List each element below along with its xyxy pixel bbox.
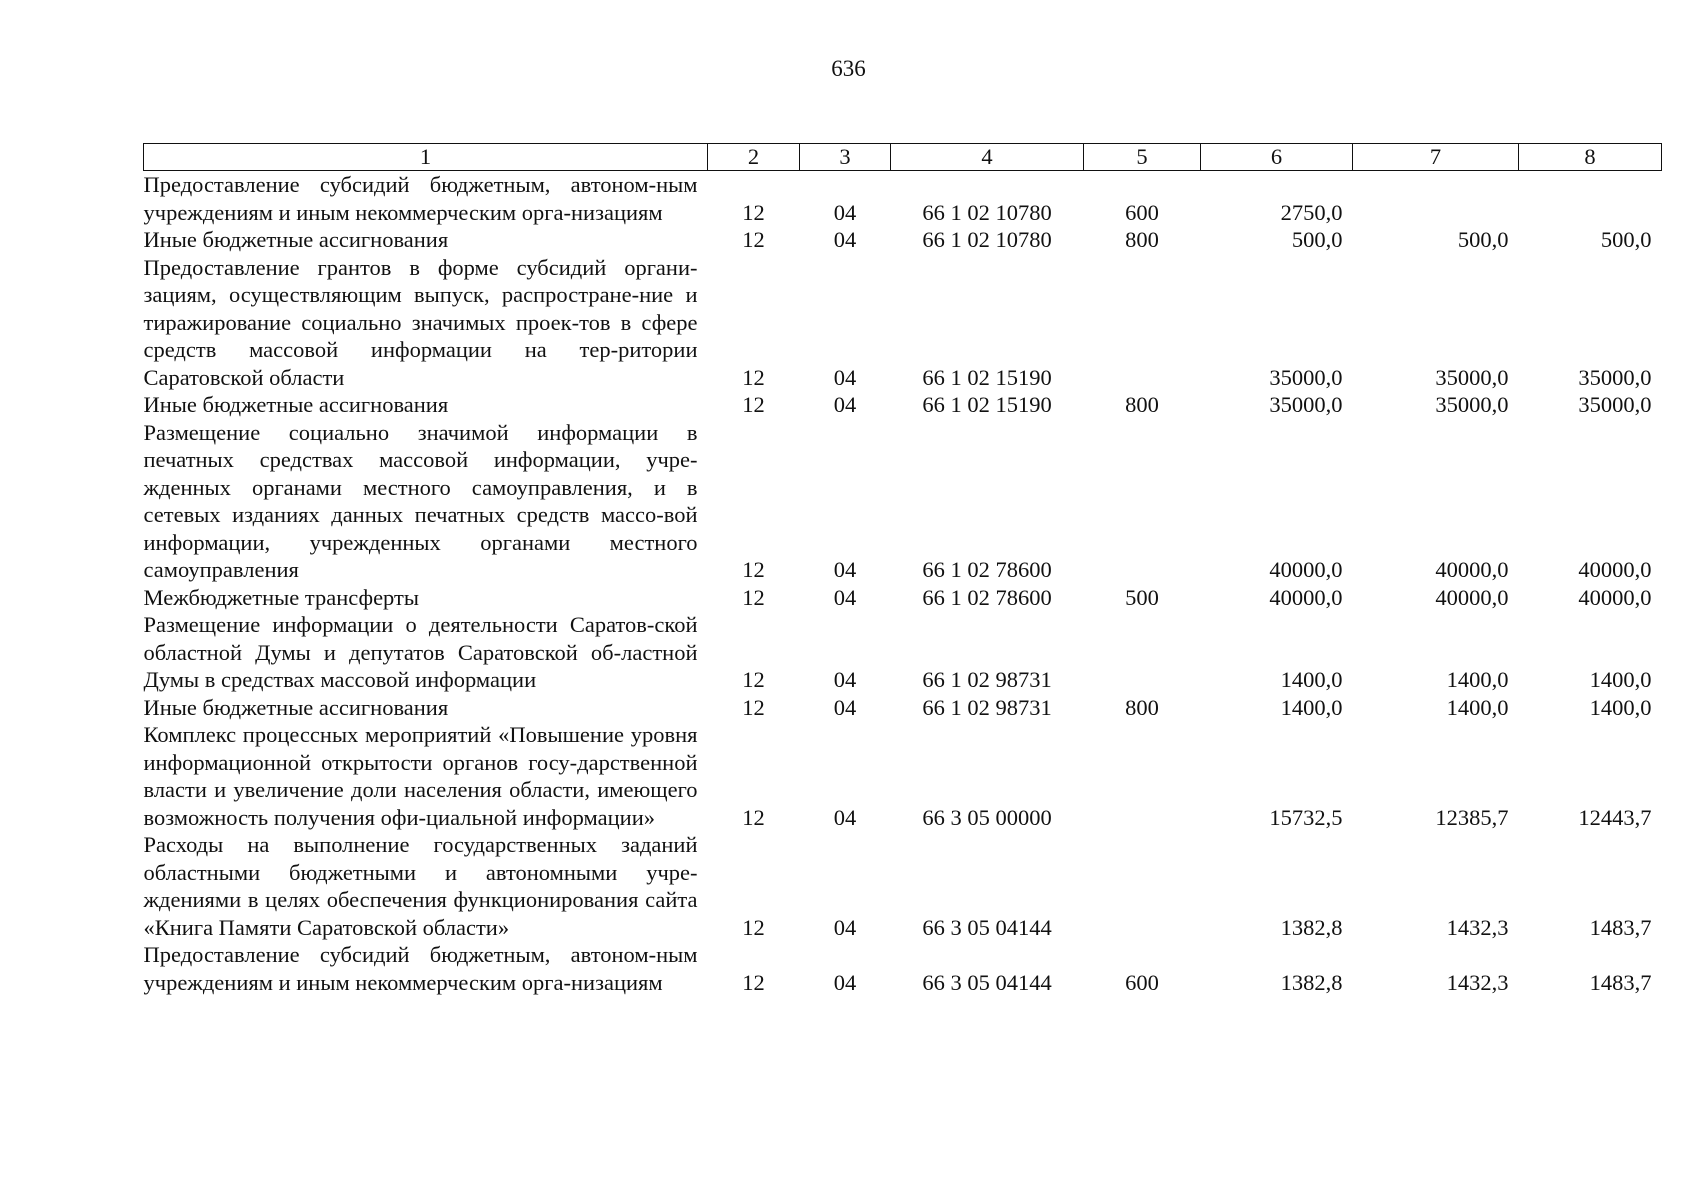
row-amount-col6: 2750,0 [1280,199,1343,225]
row-target-article: 66 1 02 78600 [922,584,1052,610]
row-subsection: 04 [833,667,857,692]
table-row [144,171,1662,227]
row-section: 12 [742,914,765,940]
row-subsection: 04 [833,199,857,225]
row-section: 12 [742,199,765,225]
row-subsection: 04 [833,969,857,995]
column-header-5: 5 [1084,144,1201,171]
row-amount-col8: 1483,7 [1589,914,1652,940]
table-row [144,941,1662,996]
row-amount-col7: 12385,7 [1435,804,1509,830]
row-expense-type: 600 [1125,969,1159,995]
table-row [144,254,1662,392]
row-expense-type: 500 [1125,584,1159,610]
column-header-8: 8 [1519,144,1662,171]
row-amount-col7: 1432,3 [1446,914,1509,940]
table-row [144,694,1662,722]
row-name: Комплекс процессных мероприятий «Повышение уровня информационной открытости органов госу-дарственной власти и увеличение доли населения области, имеющего возможность получения офи-циальной информации» [143,722,698,830]
row-amount-col7: 1400,0 [1446,667,1509,692]
row-name: Иные бюджетные ассигнования [143,694,449,720]
row-expense-type [1084,254,1201,392]
table-row [144,831,1662,941]
row-subsection: 04 [833,392,857,417]
row-target-article: 66 1 02 98731 [922,694,1052,720]
row-name: Межбюджетные трансферты [143,584,419,610]
table-row [144,226,1662,254]
row-target-article: 66 1 02 15190 [922,392,1052,417]
row-target-article: 66 1 02 10780 [922,227,1052,252]
row-name: Расходы на выполнение государственных заданий областными бюджетными и автономными учре-ждениями в целях обеспечения функционирования сайта «Книга Памяти Саратовской области» [143,832,698,940]
row-amount-col8: 40000,0 [1578,584,1652,610]
table-row [144,419,1662,584]
row-target-article: 66 1 02 15190 [922,364,1052,390]
row-amount-col8: 35000,0 [1578,364,1652,390]
row-amount-col8: 40000,0 [1578,557,1652,582]
row-amount-col7: 40000,0 [1435,584,1509,610]
row-section: 12 [742,694,765,720]
row-amount-col6: 40000,0 [1269,557,1343,582]
row-amount-col7: 1432,3 [1446,969,1509,995]
row-expense-type: 800 [1125,392,1159,417]
row-expense-type: 600 [1125,199,1159,225]
row-amount-col6: 35000,0 [1269,364,1343,390]
row-subsection: 04 [833,804,857,830]
column-header-3: 3 [800,144,891,171]
row-amount-col8 [1519,171,1662,227]
column-header-1: 1 [144,144,708,171]
row-subsection: 04 [833,914,857,940]
table-row [144,584,1662,612]
row-amount-col6: 15732,5 [1269,804,1343,830]
row-section: 12 [742,804,765,830]
row-name: Предоставление субсидий бюджетным, автоном-ным учреждениям и иным некоммерческим орга-низациям [143,172,698,225]
row-subsection: 04 [833,227,857,252]
row-expense-type: 800 [1125,227,1159,252]
row-expense-type [1084,419,1201,584]
row-section: 12 [742,557,765,582]
row-amount-col8: 500,0 [1600,227,1652,252]
row-section: 12 [742,667,765,692]
table-row [144,611,1662,694]
row-expense-type [1084,611,1201,694]
row-subsection: 04 [833,694,857,720]
row-name: Предоставление субсидий бюджетным, автоном-ным учреждениям и иным некоммерческим орга-низациям [143,942,698,995]
row-amount-col7: 1400,0 [1446,694,1509,720]
row-amount-col6: 1400,0 [1280,667,1343,692]
row-amount-col8: 1483,7 [1589,969,1652,995]
table-row [144,391,1662,419]
row-name: Иные бюджетные ассигнования [143,392,449,417]
column-header-2: 2 [708,144,800,171]
row-amount-col8: 1400,0 [1589,694,1652,720]
row-amount-col7: 40000,0 [1435,557,1509,582]
row-amount-col6: 1400,0 [1280,694,1343,720]
row-expense-type: 800 [1125,694,1159,720]
row-name: Размещение социально значимой информации в печатных средствах массовой информации, учре-жденных органами местного самоуправления, и в сетевых изданиях данных печатных средств массо-вой информации, учрежденных органами местного самоуправления [143,419,698,582]
row-target-article: 66 1 02 78600 [922,557,1052,582]
row-section: 12 [742,584,765,610]
row-amount-col7: 35000,0 [1435,364,1509,390]
row-amount-col7: 500,0 [1457,227,1509,252]
row-amount-col6: 1382,8 [1280,914,1343,940]
row-name: Размещение информации о деятельности Саратов-ской областной Думы и депутатов Саратовской об-ластной Думы в средствах массовой информации [143,612,698,692]
row-name: Иные бюджетные ассигнования [143,227,449,252]
row-amount-col6: 40000,0 [1269,584,1343,610]
row-target-article: 66 3 05 04144 [922,969,1052,995]
row-section: 12 [742,969,765,995]
column-header-6: 6 [1201,144,1353,171]
row-section: 12 [742,364,765,390]
row-amount-col8: 1400,0 [1589,667,1652,692]
row-subsection: 04 [833,364,857,390]
row-amount-col7 [1353,171,1519,227]
table-row [144,721,1662,831]
row-section: 12 [742,392,765,417]
row-amount-col6: 1382,8 [1280,969,1343,995]
row-section: 12 [742,227,765,252]
row-expense-type [1084,721,1201,831]
page-number: 636 [831,56,866,81]
row-amount-col6: 35000,0 [1269,392,1343,417]
row-target-article: 66 3 05 04144 [922,914,1052,940]
row-amount-col8: 35000,0 [1578,392,1652,417]
row-target-article: 66 1 02 98731 [922,667,1052,692]
row-amount-col6: 500,0 [1291,227,1343,252]
row-name: Предоставление грантов в форме субсидий органи-зациям, осуществляющим выпуск, распростране-ние и тиражирование социально значимых проек-тов в сфере средств массовой информации на тер-ритории Саратовской области [143,254,698,390]
row-amount-col8: 12443,7 [1578,804,1652,830]
row-expense-type [1084,831,1201,941]
row-subsection: 04 [833,584,857,610]
column-number-header [144,144,1662,171]
row-subsection: 04 [833,557,857,582]
row-amount-col7: 35000,0 [1435,392,1509,417]
column-header-4: 4 [891,144,1084,171]
budget-table [143,143,1662,996]
row-target-article: 66 3 05 00000 [922,804,1052,830]
column-header-7: 7 [1353,144,1519,171]
row-target-article: 66 1 02 10780 [922,199,1052,225]
